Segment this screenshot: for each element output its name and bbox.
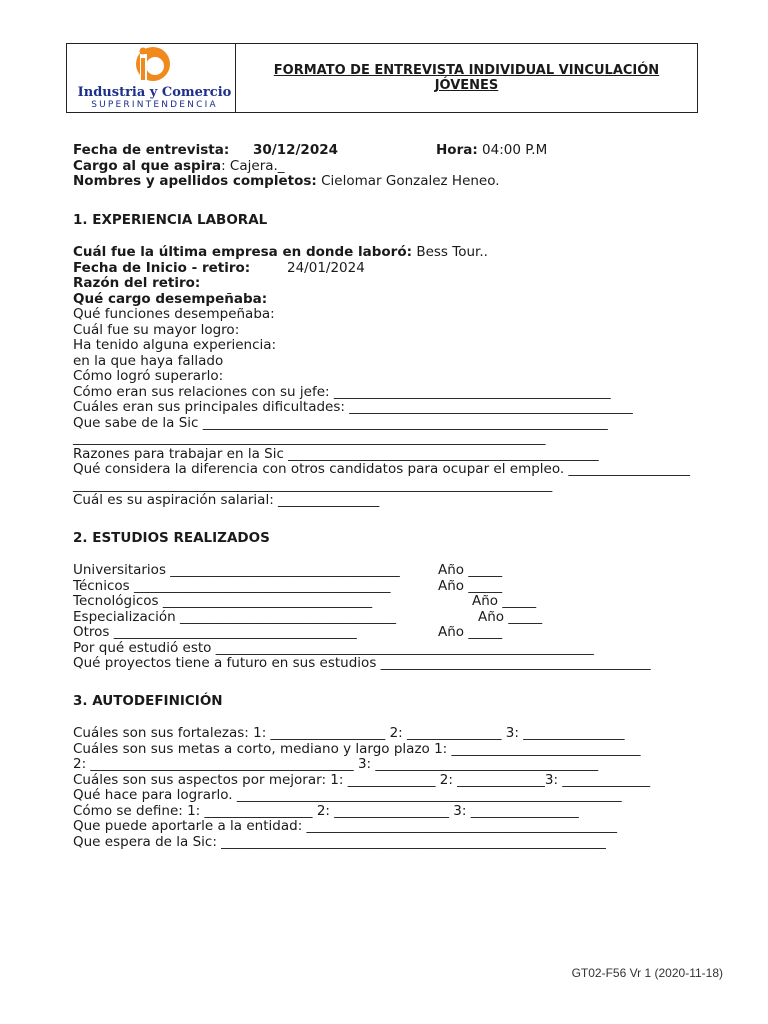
nombres-label: Nombres y apellidos completos: [73,173,317,189]
cargo-label: Cargo al que aspira [73,157,222,174]
lograrlo-line[interactable]: Qué hace para lograrlo. _________________________________________________________ [73,787,622,803]
superarlo-line[interactable]: Cómo logró superarlo: [73,368,224,384]
ultima-empresa-label: Cuál fue la última empresa en donde laboró: [73,244,413,260]
relaciones-jefe-line[interactable]: Cómo eran sus relaciones con su jefe: _________________________________________ [73,383,611,400]
fallado-line[interactable]: en la que haya fallado [73,352,224,369]
estudio-row [73,625,694,641]
sabe-sic-line-2[interactable]: ______________________________________________________________________ [73,430,546,446]
fortalezas-line[interactable]: Cuáles son sus fortalezas: 1: _________________ 2: ______________ 3: _______________ [73,725,625,741]
estudio-year[interactable]: Año _____ [438,624,503,640]
estudio-label[interactable]: Universitarios __________________________________ [73,562,400,578]
logo-subtitle: SUPERINTENDENCIA [91,100,218,110]
estudio-label[interactable]: Técnicos ______________________________________ [73,577,391,594]
sabe-sic-line[interactable]: Que sabe de la Sic ____________________________________________________________ [73,414,608,431]
nombres-value[interactable]: Cielomar Gonzalez Heneo. [321,173,500,189]
form-body [73,143,694,850]
mejorar-line[interactable]: Cuáles son sus aspectos por mejorar: 1: _____________ 2: _____________3: _____________ [73,771,651,788]
experiencia-line[interactable]: Ha tenido alguna experiencia: [73,337,277,353]
logo-name: Industria y Comercio [77,85,232,100]
estudio-year[interactable]: Año _____ [438,577,503,594]
estudio-year[interactable]: Año _____ [472,593,537,609]
header-table [66,43,698,113]
document-title: FORMATO DE ENTREVISTA INDIVIDUAL VINCULACIÓN JÓVENES [273,63,660,93]
section-1-heading: 1. EXPERIENCIA LABORAL [73,211,268,228]
dificultades-line[interactable]: Cuáles eran sus principales dificultades: __________________________________________ [73,399,633,415]
footer-code: GT02-F56 Vr 1 (2020-11-18) [571,966,723,980]
estudio-year[interactable]: Año _____ [438,562,503,578]
espera-sic-line[interactable]: Que espera de la Sic: _________________________________________________________ [73,833,606,850]
cargo-row [73,159,694,175]
section-2-heading: 2. ESTUDIOS REALIZADOS [73,529,270,546]
fecha-inicio-label: Fecha de Inicio - retiro: [73,259,251,276]
hora-value[interactable]: 04:00 P.M [482,142,548,158]
aportarle-line[interactable]: Que puede aportarle a la entidad: ______________________________________________ [73,818,618,834]
razones-sic-line[interactable]: Razones para trabajar en la Sic ______________________________________________ [73,445,599,462]
estudio-label[interactable]: Otros ____________________________________ [73,624,357,640]
diferencia-line[interactable]: Qué considera la diferencia con otros candidatos para ocupar el empleo. __________________ [73,461,690,477]
nombres-row [73,174,694,190]
cargo-value[interactable]: : Cajera._ [221,157,285,174]
fecha-label: Fecha de entrevista: [73,142,230,158]
ultima-empresa-row [73,245,694,261]
funciones-line[interactable]: Qué funciones desempeñaba: [73,306,275,322]
se-define-line[interactable]: Cómo se define: 1: ________________ 2: _________________ 3: ________________ [73,802,579,819]
fecha-inicio-value[interactable]: 24/01/2024 [287,259,365,276]
logo [67,44,236,112]
diferencia-line-2[interactable]: _______________________________________________________________________ [73,476,553,493]
mayor-logro-line[interactable]: Cuál fue su mayor logro: [73,321,240,338]
fecha-inicio-row [73,261,694,277]
estudio-row [73,579,694,595]
proyectos-line[interactable]: Qué proyectos tiene a futuro en sus estudios ________________________________________ [73,655,651,671]
estudio-row [73,563,694,579]
aspiracion-salarial-line[interactable]: Cuál es su aspiración salarial: _______________ [73,492,380,508]
cargo-desempenaba-label: Qué cargo desempeñaba: [73,290,268,307]
estudio-label[interactable]: Tecnológicos _______________________________ [73,593,373,609]
section-3-heading: 3. AUTODEFINICIÓN [73,692,223,709]
estudio-row [73,594,694,610]
razon-retiro-label: Razón del retiro: [73,275,201,291]
fecha-value[interactable]: 30/12/2024 [253,142,339,158]
metas-line-2[interactable]: 2: _______________________________________ 3: _________________________________ [73,756,599,772]
fecha-hora-row [73,143,694,159]
estudio-year[interactable]: Año _____ [478,608,543,625]
hora-label: Hora: [436,142,478,158]
ultima-empresa-value[interactable]: Bess Tour.. [416,244,488,260]
metas-line[interactable]: Cuáles son sus metas a corto, mediano y largo plazo 1: ____________________________ [73,740,641,757]
estudio-label[interactable]: Especialización ________________________________ [73,608,397,625]
estudio-row [73,610,694,626]
por-que-estudio-line[interactable]: Por qué estudió esto ________________________________________________________ [73,639,594,656]
